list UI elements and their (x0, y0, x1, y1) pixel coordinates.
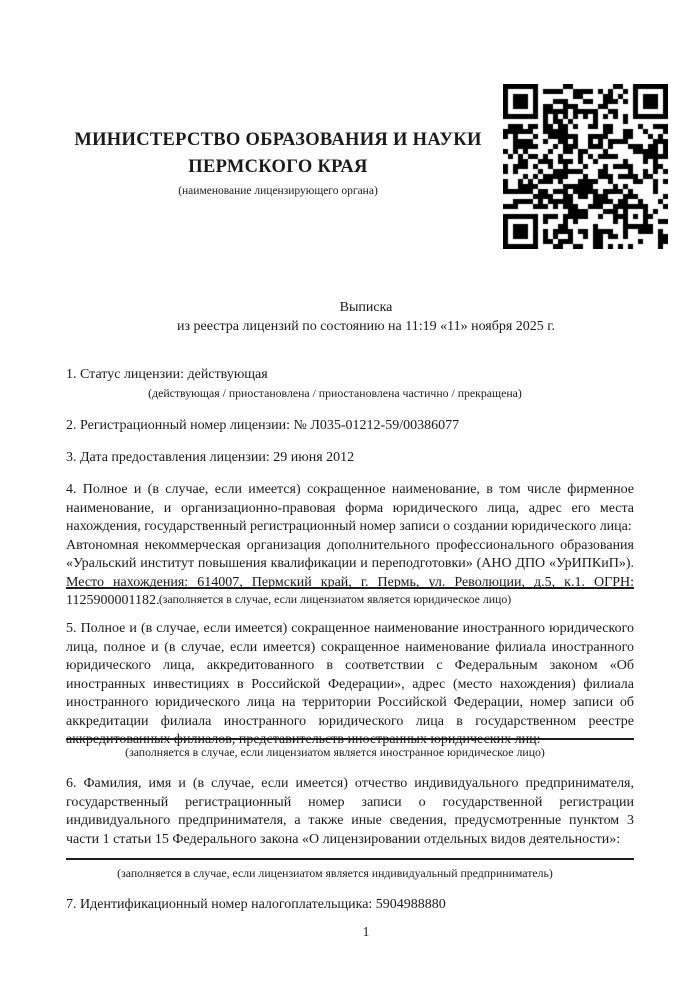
item-foreign-entity-underline (66, 738, 634, 740)
item-individual-entrepreneur-statement: 6. Фамилия, имя и (в случае, если имеется) отчество индивидуального предпринимателя, государственный регистрационный номер записи о государственной регистрации индивидуального предпринимателя, а также иные сведения, предусмотренные пунктом 3 части 1 статьи 15 Федерального закона «О лицензировании отдельных видов деятельности»: (66, 776, 634, 847)
item-individual-entrepreneur-underline (66, 858, 634, 860)
document-title (66, 299, 666, 336)
item-legal-entity-value: Автономная некоммерческая организация дополнительного профессионального образования «Уральский институт повышения квалификации и переподготовки» (АНО ДПО «УрИПКиП»). Место нахождения: 614007, Пермский край, г. Пермь, ул. Революции, д.5, к.1. ОГРН: 1125900001182. (66, 537, 634, 608)
issuing-authority-header (66, 127, 490, 198)
document-title-line2: из реестра лицензий по состоянию на 11:19 «11» ноября 2025 г. (177, 318, 555, 334)
document-title-line1: Выписка (339, 300, 393, 315)
authority-caption: (наименование лицензирующего органа) (178, 185, 378, 197)
item-individual-entrepreneur (66, 775, 634, 849)
qr-code (503, 84, 668, 249)
item-legal-entity-statement: 4. Полное и (в случае, если имеется) сокращенное наименование, в том числе фирменное наименование, и организационно-правовая форма юридического лица, адрес его места нахождения, государственный регистрационный номер записи о создании юридического лица: (66, 482, 634, 534)
item-foreign-entity-note: (заполняется в случае, если лицензиатом является иностранное юридическое лицо) (125, 745, 545, 759)
item-legal-entity-note: (заполняется в случае, если лицензиатом является юридическое лицо) (158, 592, 512, 606)
page-number: 1 (362, 924, 370, 939)
item-license-status-note: (действующая / приостановлена / приостановлена частично / прекращена) (148, 386, 522, 400)
item-license-status: 1. Статус лицензии: действующая (66, 367, 268, 382)
item-registration-number: 2. Регистрационный номер лицензии: № Л035-01212-59/00386077 (66, 418, 460, 433)
item-legal-entity-underline (66, 587, 634, 589)
item-foreign-entity-statement: 5. Полное и (в случае, если имеется) сокращенное наименование иностранного юридического лица, полное и (в случае, если имеется) сокращенное наименование филиала иностранного юридического лица, аккредитованного в соответствии с Федеральным законом «Об иностранных инвестициях в Российской Федерации», адрес (место нахождения) филиала иностранного юридического лица на территории Российской Федерации, номер записи об аккредитации филиала иностранного юридического лица в государственном реестре аккредитованных филиалов, представительств иностранных юридических лиц: (66, 621, 634, 747)
ministry-name-line2: ПЕРМСКОГО КРАЯ (188, 157, 368, 177)
item-grant-date: 3. Дата предоставления лицензии: 29 июня 2012 (66, 450, 355, 465)
item-foreign-entity (66, 620, 634, 750)
item-individual-entrepreneur-note: (заполняется в случае, если лицензиатом является индивидуальный предприниматель) (117, 866, 553, 880)
item-taxpayer-number: 7. Идентификационный номер налогоплательщика: 5904988880 (66, 897, 446, 912)
ministry-name-line1: МИНИСТЕРСТВО ОБРАЗОВАНИЯ И НАУКИ (74, 130, 482, 150)
